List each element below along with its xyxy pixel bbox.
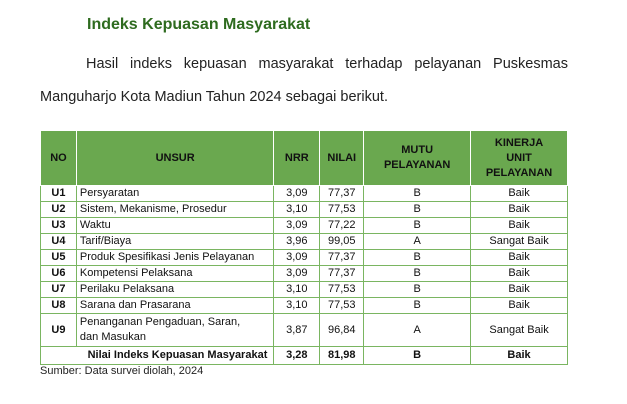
intro-paragraph: Hasil indeks kepuasan masyarakat terhadap pelayanan Puskesmas Manguharjo Kota Madiun Tahun 2024 sebagai berikut. [40, 56, 568, 105]
cell-unsur: Waktu [76, 218, 273, 234]
cell-kinerja: Sangat Baik [471, 314, 568, 347]
cell-nilai: 96,84 [320, 314, 364, 347]
cell-no: U4 [41, 234, 77, 250]
table-row [41, 314, 568, 347]
cell-nilai: 77,37 [320, 266, 364, 282]
cell-no: U7 [41, 282, 77, 298]
cell-nilai: 99,05 [320, 234, 364, 250]
cell-kinerja: Baik [471, 298, 568, 314]
cell-no: U3 [41, 218, 77, 234]
cell-no: U8 [41, 298, 77, 314]
cell-unsur: Perilaku Pelaksana [76, 282, 273, 298]
cell-unsur: Tarif/Biaya [76, 234, 273, 250]
cell-kinerja: Baik [471, 186, 568, 202]
cell-nrr: 3,09 [274, 186, 320, 202]
header-mutu-line1: MUTU [401, 144, 434, 156]
cell-nilai: 77,53 [320, 282, 364, 298]
cell-mutu: B [364, 186, 471, 202]
cell-mutu: A [364, 234, 471, 250]
table-row [41, 250, 568, 266]
cell-nilai: 77,37 [320, 186, 364, 202]
cell-nilai: 77,53 [320, 202, 364, 218]
cell-mutu: B [364, 202, 471, 218]
source-note: Sumber: Data survei diolah, 2024 [40, 365, 204, 377]
cell-mutu: B [364, 218, 471, 234]
header-nilai: NILAI [320, 131, 364, 186]
cell-no: U1 [41, 186, 77, 202]
table-row [41, 186, 568, 202]
cell-mutu: A [364, 314, 471, 347]
cell-nrr: 3,09 [274, 218, 320, 234]
cell-kinerja: Sangat Baik [471, 234, 568, 250]
cell-nrr: 3,10 [274, 282, 320, 298]
total-row [41, 347, 568, 365]
total-nrr: 3,28 [274, 347, 320, 365]
cell-unsur: Produk Spesifikasi Jenis Pelayanan [76, 250, 273, 266]
total-kinerja: Baik [471, 347, 568, 365]
cell-nilai: 77,37 [320, 250, 364, 266]
header-mutu [364, 131, 471, 186]
cell-unsur [76, 314, 273, 347]
header-kinerja-line3: PELAYANAN [485, 166, 553, 179]
total-mutu: B [364, 347, 471, 365]
cell-nrr: 3,10 [274, 298, 320, 314]
table-row [41, 234, 568, 250]
cell-unsur: Sistem, Mekanisme, Prosedur [76, 202, 273, 218]
header-nrr: NRR [274, 131, 320, 186]
cell-nrr: 3,09 [274, 266, 320, 282]
table-row [41, 282, 568, 298]
cell-mutu: B [364, 266, 471, 282]
cell-kinerja: Baik [471, 202, 568, 218]
table-row [41, 218, 568, 234]
section-heading: Indeks Kepuasan Masyarakat [87, 16, 311, 33]
cell-kinerja: Baik [471, 266, 568, 282]
cell-mutu: B [364, 298, 471, 314]
cell-unsur: Sarana dan Prasarana [76, 298, 273, 314]
table-row [41, 298, 568, 314]
cell-unsur-line1: Penanganan Pengaduan, Saran, [79, 316, 241, 328]
header-kinerja [471, 131, 568, 186]
cell-nrr: 3,09 [274, 250, 320, 266]
header-mutu-line2: PELAYANAN [383, 159, 451, 171]
header-kinerja-line1: KINERJA [494, 136, 544, 149]
cell-kinerja: Baik [471, 250, 568, 266]
cell-unsur-line2: dan Masukan [79, 331, 146, 343]
cell-no: U6 [41, 266, 77, 282]
total-nilai: 81,98 [320, 347, 364, 365]
total-label: Nilai Indeks Kepuasan Masyarakat [41, 347, 274, 365]
cell-kinerja: Baik [471, 218, 568, 234]
cell-nilai: 77,53 [320, 298, 364, 314]
table-row [41, 202, 568, 218]
cell-nrr: 3,87 [274, 314, 320, 347]
header-kinerja-line2: UNIT [506, 151, 532, 164]
cell-no: U9 [41, 314, 77, 347]
cell-no: U5 [41, 250, 77, 266]
header-no: NO [41, 131, 77, 186]
cell-nrr: 3,96 [274, 234, 320, 250]
cell-mutu: B [364, 282, 471, 298]
cell-nilai: 77,22 [320, 218, 364, 234]
cell-mutu: B [364, 250, 471, 266]
ikm-table [40, 130, 568, 365]
cell-unsur: Persyaratan [76, 186, 273, 202]
table-row [41, 266, 568, 282]
cell-no: U2 [41, 202, 77, 218]
cell-kinerja: Baik [471, 282, 568, 298]
header-unsur: UNSUR [76, 131, 273, 186]
cell-unsur: Kompetensi Pelaksana [76, 266, 273, 282]
cell-nrr: 3,10 [274, 202, 320, 218]
table-header-row [41, 131, 568, 186]
